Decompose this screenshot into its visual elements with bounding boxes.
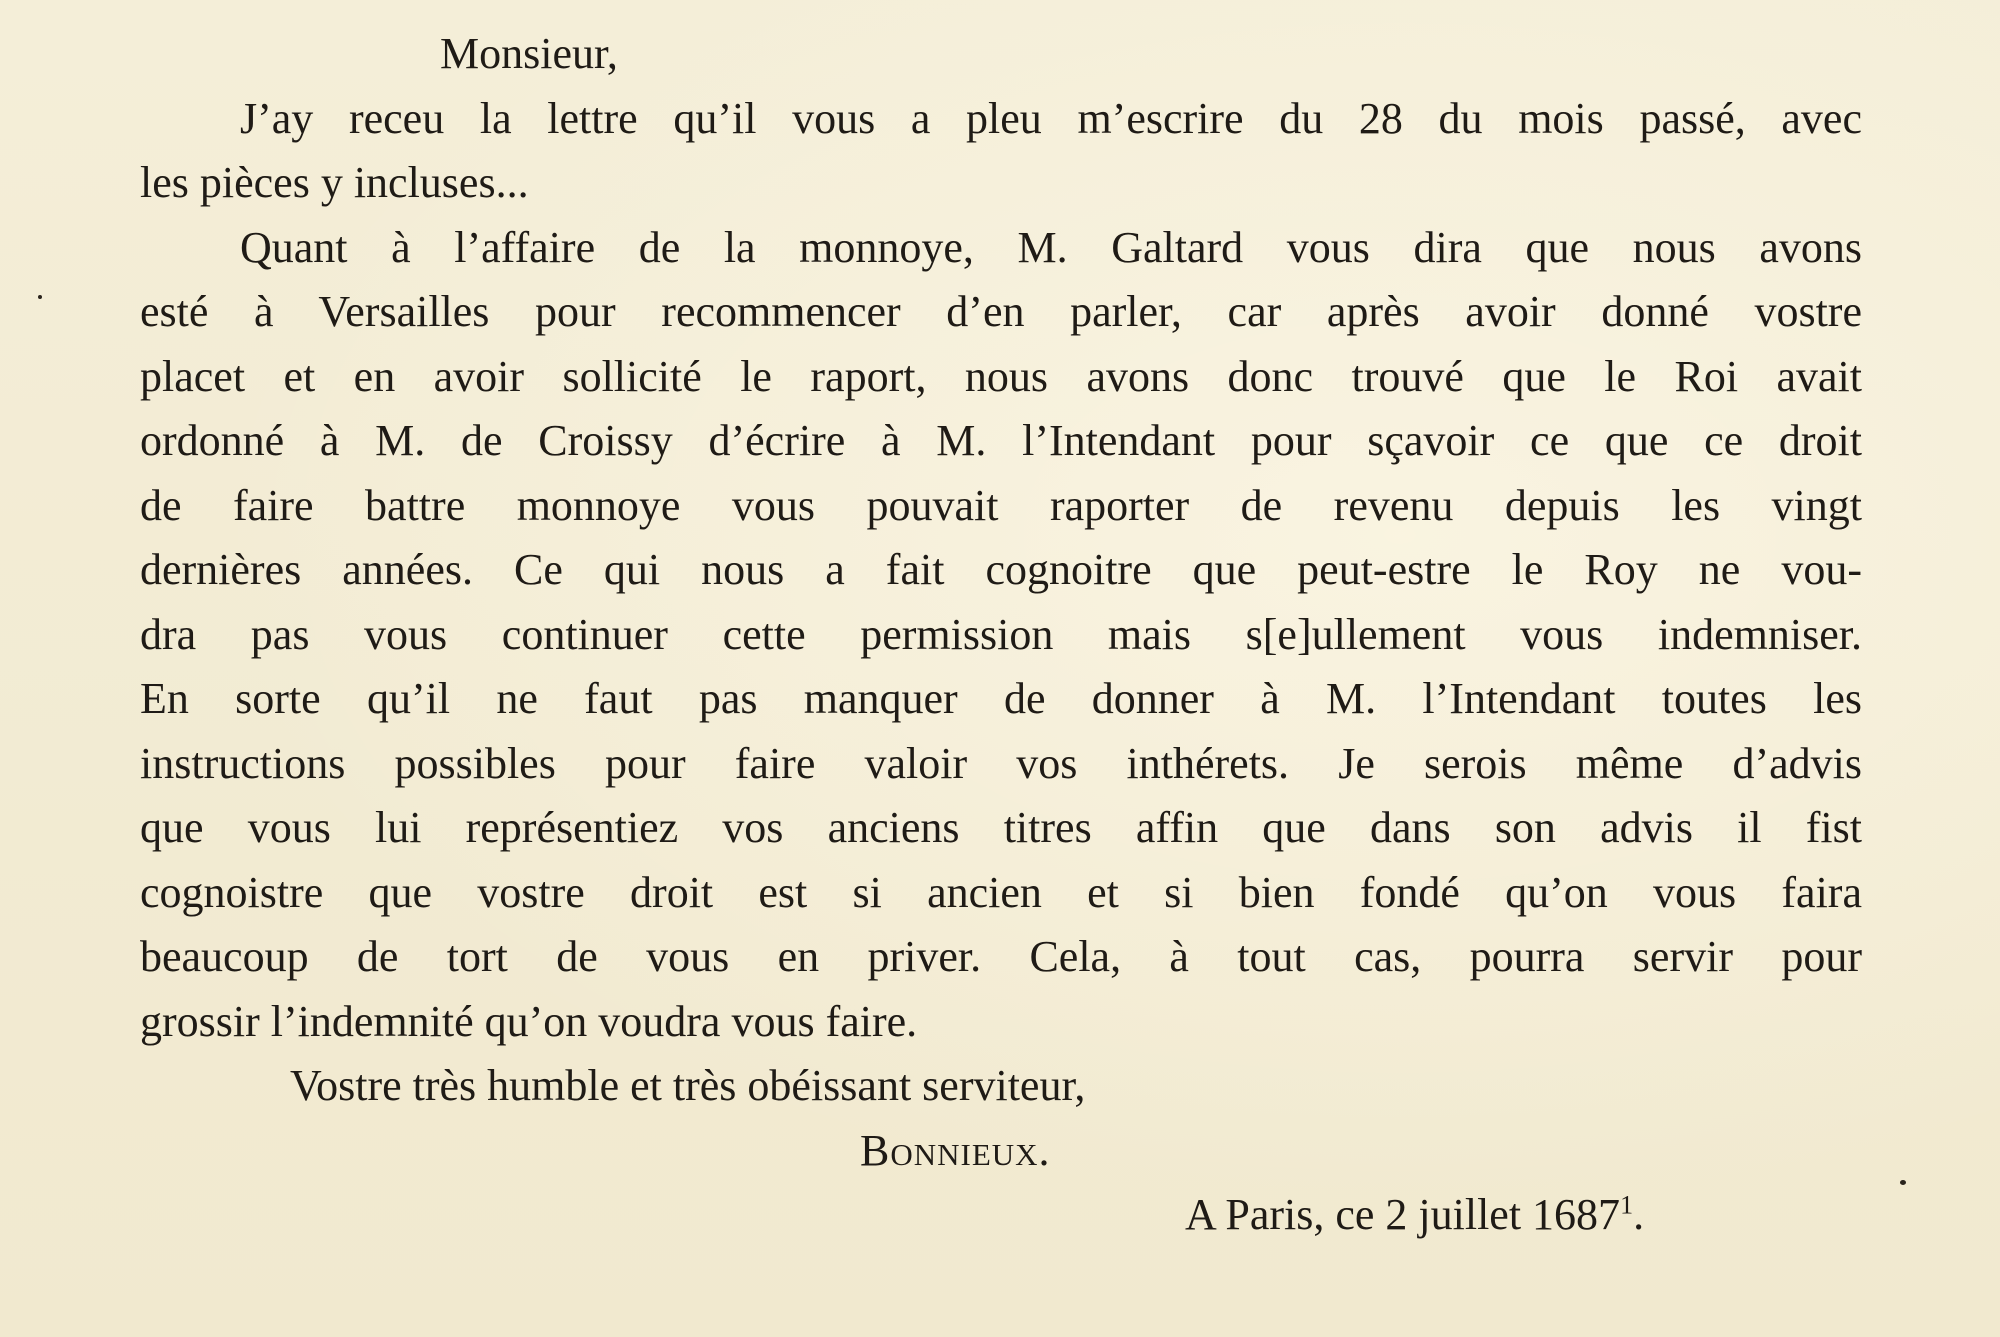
paragraph-line: de faire battre monnoye vous pouvait raporter de revenu depuis les vingt <box>140 480 1862 530</box>
paragraph-line: ordonné à M. de Croissy d’écrire à M. l’Intendant pour sçavoir ce que ce droit <box>140 416 1862 465</box>
dateline-text: A Paris, ce 2 juillet 1687 <box>1185 1190 1621 1239</box>
paragraph-line: En sorte qu’il ne faut pas manquer de donner à M. l’Intendant toutes les <box>140 674 1862 723</box>
paragraph-line: Quant à l’affaire de la monnoye, M. Galtard vous dira que nous avons <box>240 222 1862 272</box>
paragraph-line: instructions possibles pour faire valoir vos inthérets. Je serois même d’advis <box>140 738 1862 788</box>
paragraph-line: que vous lui représentiez vos anciens titres affin que dans son advis il fist <box>140 803 1862 852</box>
salutation: Monsieur, <box>440 29 618 78</box>
paragraph-line: beaucoup de tort de vous en priver. Cela, à tout cas, pourra servir pour <box>140 932 1862 981</box>
dateline: A Paris, ce 2 juillet 1687$^1$. <box>1185 1190 1645 1239</box>
paragraph-line: J’ay receu la lettre qu’il vous a pleu m’escrire du 28 du mois passé, avec <box>240 93 1862 143</box>
paragraph-line: esté à Versailles pour recommencer d’en parler, car après avoir donné vostre <box>140 287 1862 336</box>
ink-speck <box>1900 1180 1906 1185</box>
paragraph-line: dernières années. Ce qui nous a fait cognoitre que peut-estre le Roy ne vou- <box>140 545 1862 594</box>
paragraph-line: grossir l’indemnité qu’on voudra vous faire. <box>140 996 918 1046</box>
letter-body <box>140 22 1862 1248</box>
closing-formula: Vostre très humble et très obéissant serviteur, <box>290 1061 1086 1110</box>
paragraph-line: placet et en avoir sollicité le raport, nous avons donc trouvé que le Roi avait <box>140 351 1862 401</box>
footnote-marker: 1 <box>1620 1190 1634 1220</box>
ink-speck <box>38 295 42 299</box>
paragraph-line: les pièces y incluses... <box>140 158 529 207</box>
paragraph-line: cognoistre que vostre droit est si ancien et si bien fondé qu’on vous faira <box>140 867 1862 917</box>
signature: Bonnieux. <box>860 1125 1051 1175</box>
paragraph-line: dra pas vous continuer cette permission mais s[e]ullement vous indemniser. <box>140 609 1862 659</box>
